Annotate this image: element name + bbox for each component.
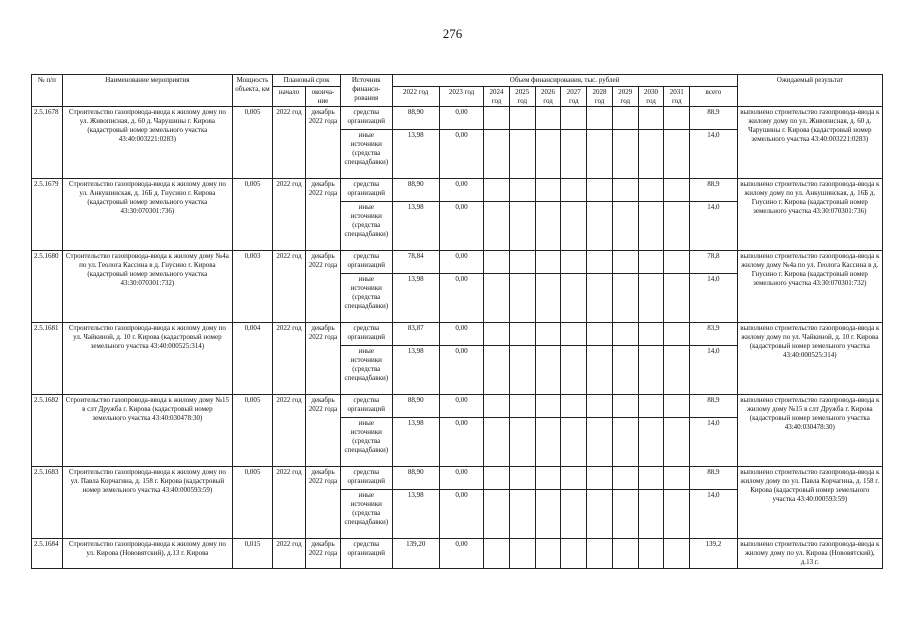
row-end: декабрь 2022 года [305, 395, 340, 467]
header-year-2023: 2023 год [439, 86, 483, 107]
row-result: выполнено строительство газопровода-ввода к жилому дому по ул. Павла Корчагина, д. 158 г. Кирова (кадастровый номер земельного участка 43:40:000593:59) [737, 467, 882, 539]
row-source-2: иные источники (средства спецнадбавки) [341, 130, 393, 179]
row-value-2022: 88,90 [392, 179, 439, 202]
row-name: Строительство газопровода-ввода к жилому дому №15 в слт Дружба г. Кирова (кадастровый номер земельного участка 43:40:030478:30) [62, 395, 232, 467]
header-year-2022: 2022 год [392, 86, 439, 107]
row-capacity: 0,015 [232, 539, 272, 568]
row-name: Строительство газопровода-ввода к жилому дому №4а по ул. Геолога Кассина в д. Гнусино г. Кирова (кадастровый номер земельного участка 43:30:070301:732) [62, 251, 232, 323]
row-start: 2022 год [273, 323, 306, 395]
row-value-total: 83,9 [690, 323, 737, 346]
row-result: выполнено строительство газопровода-ввода к жилому дому по ул. Чайкиной, д. 10 г. Кирова (кадастровый номер земельного участка 43:40:000525:314) [737, 323, 882, 395]
row-value-2023: 0,00 [439, 130, 483, 179]
row-number: 2.5.1678 [32, 107, 63, 179]
row-end: декабрь 2022 года [305, 323, 340, 395]
row-value-2022: 88,90 [392, 395, 439, 418]
row-end: декабрь 2022 года [305, 539, 340, 568]
row-value-2022: 88,90 [392, 107, 439, 130]
row-number: 2.5.1684 [32, 539, 63, 568]
row-value-2023: 0,00 [439, 251, 483, 274]
row-source-2: иные источники (средства спецнадбавки) [341, 202, 393, 251]
row-end: декабрь 2022 года [305, 251, 340, 323]
table-row [32, 395, 883, 418]
row-source-2: иные источники (средства спецнадбавки) [341, 490, 393, 539]
header-year-2026: 2026 год [535, 86, 561, 107]
row-value-total: 14,0 [690, 418, 737, 467]
table-row [32, 107, 883, 130]
row-number: 2.5.1683 [32, 467, 63, 539]
row-value-2023: 0,00 [439, 490, 483, 539]
row-number: 2.5.1679 [32, 179, 63, 251]
table-body [32, 107, 883, 568]
row-value-2022: 88,90 [392, 467, 439, 490]
row-source-1: средства организаций [341, 467, 393, 490]
row-start: 2022 год [273, 107, 306, 179]
row-end: декабрь 2022 года [305, 107, 340, 179]
row-value-total: 14,0 [690, 346, 737, 395]
table-row [32, 251, 883, 274]
row-value-2023: 0,00 [439, 539, 483, 568]
row-value-2023: 0,00 [439, 179, 483, 202]
row-result: выполнено строительство газопровода-ввода к жилому дому №4а по ул. Геолога Кассина в д. Гнусино г. Кирова (кадастровый номер земельного участка 43:30:070301:732) [737, 251, 882, 323]
row-result: выполнено строительство газопровода-ввода к жилому дому по ул. Живописная, д. 60 д. Чарушины г. Кирова (кадастровый номер земельного участка 43:40:003221:0283) [737, 107, 882, 179]
row-result: выполнено строительство газопровода-ввода к жилому дому по ул. Кирова (Нововятский), д.13 г. [737, 539, 882, 568]
row-value-total: 88,9 [690, 467, 737, 490]
row-value-total: 139,2 [690, 539, 737, 568]
row-value-2022: 78,84 [392, 251, 439, 274]
row-source-1: средства организаций [341, 539, 393, 568]
header-start: начало [273, 86, 306, 107]
row-value-total: 88,9 [690, 179, 737, 202]
row-name: Строительство газопровода-ввода к жилому дому по ул. Павла Корчагина, д. 158 г. Кирова (кадастровый номер земельного участка 43:40:000593:59) [62, 467, 232, 539]
table-row [32, 323, 883, 346]
row-end: декабрь 2022 года [305, 179, 340, 251]
header-plan-term: Плановый срок [273, 75, 341, 87]
row-value-2023: 0,00 [439, 274, 483, 323]
row-name: Строительство газопровода-ввода к жилому дому по ул. Анкушинская, д. 16Б д. Гнусино г. Кирова (кадастровый номер земельного участка 43:30:070301:736) [62, 179, 232, 251]
row-name: Строительство газопровода-ввода к жилому дому по ул. Чайкиной, д. 10 г. Кирова (кадастровый номер земельного участка 43:40:000525:314) [62, 323, 232, 395]
row-source-2: иные источники (средства спецнадбавки) [341, 274, 393, 323]
row-name: Строительство газопровода-ввода к жилому дому по ул. Живописная, д. 60 д. Чарушины г. Кирова (кадастровый номер земельного участка 43:40:003221:0283) [62, 107, 232, 179]
header-source: Источник финанси-рования [341, 75, 393, 107]
row-start: 2022 год [273, 539, 306, 568]
header-result: Ожидаемый результат [737, 75, 882, 107]
table-row [32, 467, 883, 490]
row-value-2022: 13,98 [392, 130, 439, 179]
row-value-total: 14,0 [690, 490, 737, 539]
row-value-total: 88,9 [690, 395, 737, 418]
row-source-2: иные источники (средства спецнадбавки) [341, 346, 393, 395]
header-year-2029: 2029 год [612, 86, 638, 107]
table-header [32, 75, 883, 107]
row-value-2022: 13,98 [392, 202, 439, 251]
row-value-2022: 13,98 [392, 490, 439, 539]
row-end: декабрь 2022 года [305, 467, 340, 539]
row-value-total: 14,0 [690, 202, 737, 251]
row-capacity: 0,005 [232, 395, 272, 467]
header-year-2028: 2028 год [587, 86, 613, 107]
row-value-total: 78,8 [690, 251, 737, 274]
header-year-2031: 2031 год [664, 86, 690, 107]
row-capacity: 0,003 [232, 251, 272, 323]
row-number: 2.5.1682 [32, 395, 63, 467]
row-source-1: средства организаций [341, 251, 393, 274]
header-capacity: Мощность объекта, км [232, 75, 272, 107]
table-row [32, 539, 883, 568]
header-end: оконча-ние [305, 86, 340, 107]
table-row [32, 179, 883, 202]
row-name: Строительство газопровода-ввода к жилому дому по ул. Кирова (Нововятский), д.13 г. Кирова [62, 539, 232, 568]
header-year-2024: 2024 год [484, 86, 510, 107]
row-capacity: 0,005 [232, 467, 272, 539]
row-value-2023: 0,00 [439, 418, 483, 467]
row-source-1: средства организаций [341, 107, 393, 130]
row-source-1: средства организаций [341, 395, 393, 418]
financing-table [31, 74, 883, 569]
row-value-total: 14,0 [690, 130, 737, 179]
row-value-2022: 13,98 [392, 274, 439, 323]
row-start: 2022 год [273, 179, 306, 251]
row-value-total: 14,0 [690, 274, 737, 323]
row-value-2023: 0,00 [439, 202, 483, 251]
row-result: выполнено строительство газопровода-ввода к жилому дому №15 в слт Дружба г. Кирова (кадастровый номер земельного участка 43:40:030478:30) [737, 395, 882, 467]
header-year-2027: 2027 год [561, 86, 587, 107]
row-value-2022: 139,20 [392, 539, 439, 568]
row-value-2023: 0,00 [439, 107, 483, 130]
row-number: 2.5.1680 [32, 251, 63, 323]
header-year-2025: 2025 год [509, 86, 535, 107]
row-value-2023: 0,00 [439, 346, 483, 395]
row-capacity: 0,005 [232, 107, 272, 179]
header-total: всего [690, 86, 737, 107]
row-value-2022: 13,98 [392, 346, 439, 395]
row-start: 2022 год [273, 251, 306, 323]
row-value-2022: 83,87 [392, 323, 439, 346]
row-source-1: средства организаций [341, 323, 393, 346]
row-start: 2022 год [273, 395, 306, 467]
header-volume: Объем финансирования, тыс. рублей [392, 75, 737, 87]
header-name: Наименование мероприятия [62, 75, 232, 107]
header-year-2030: 2030 год [638, 86, 664, 107]
row-value-2023: 0,00 [439, 323, 483, 346]
row-start: 2022 год [273, 467, 306, 539]
row-result: выполнено строительство газопровода-ввода к жилому дому по ул. Анкушинская, д. 16Б д. Гнусино г. Кирова (кадастровый номер земельного участка 43:30:070301:736) [737, 179, 882, 251]
row-value-2022: 13,98 [392, 418, 439, 467]
header-num: № п/п [32, 75, 63, 107]
row-value-total: 88,9 [690, 107, 737, 130]
page-number: 276 [442, 26, 463, 41]
row-capacity: 0,005 [232, 179, 272, 251]
row-value-2023: 0,00 [439, 395, 483, 418]
row-source-1: средства организаций [341, 179, 393, 202]
row-capacity: 0,004 [232, 323, 272, 395]
row-source-2: иные источники (средства спецнадбавки) [341, 418, 393, 467]
row-value-2023: 0,00 [439, 467, 483, 490]
row-number: 2.5.1681 [32, 323, 63, 395]
